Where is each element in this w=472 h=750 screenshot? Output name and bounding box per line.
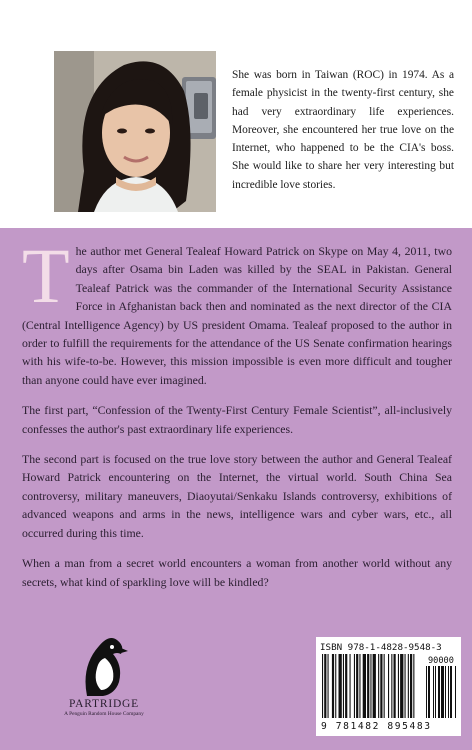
book-description	[22, 232, 452, 603]
price-barcode-bar	[428, 666, 430, 718]
barcode-bar	[410, 654, 412, 718]
barcode-bar	[373, 654, 376, 718]
barcode-bar	[335, 654, 336, 718]
price-code: 90000	[428, 656, 454, 666]
author-photo-illustration	[54, 51, 216, 212]
ean-number: 9 781482 895483	[321, 721, 432, 732]
barcode-bar	[378, 654, 379, 718]
description-paragraph-1	[22, 232, 452, 389]
barcode-bar	[388, 654, 389, 718]
publisher-name: PARTRIDGE	[69, 698, 139, 710]
barcode-bar	[359, 654, 360, 718]
price-barcode-bar	[441, 666, 444, 718]
barcode-bar	[400, 654, 403, 718]
barcode-bar	[328, 654, 329, 718]
barcode-bar	[322, 654, 323, 718]
barcode-bar	[354, 654, 355, 718]
barcode-bar	[332, 654, 334, 718]
isbn-barcode	[316, 637, 461, 736]
barcode-bar	[398, 654, 399, 718]
barcode-bar	[408, 654, 409, 718]
price-barcode-bar	[433, 666, 434, 718]
barcode-bar	[350, 654, 351, 718]
paragraph-1-text: he author met General Tealeaf Howard Patrick on Skype on May 4, 2011, two days after Osama bin Laden was killed by the SEAL in Pakistan. General Tealeaf Patrick was the commander of the International Security Assistance Force in Afghanistan back then and nominated as the next director of the CIA (Central Intelligence Agency) by US president Omama. Tealeaf proposed to the author in order to fulfill the requirements for the attendance of the US Senate confirmation hearings with his wife-to-be. However, this mission impossible is even more difficult and tougher than anyone could have ever imagined.	[22, 244, 452, 387]
price-barcode-bar	[450, 666, 452, 718]
barcode-bar	[356, 654, 358, 718]
barcode-bar	[339, 654, 342, 718]
author-photo	[54, 51, 216, 212]
barcode-bar	[384, 654, 385, 718]
description-section	[0, 228, 472, 750]
description-paragraph-2: The first part, “Confession of the Twenty-First Century Female Scientist”, all-inclusively confesses the author's past extraordinary life experiences.	[22, 403, 452, 436]
description-paragraph-3: The second part is focused on the true love story between the author and General Tealeaf Howard Patrick encountering on the Internet, the virtual world. South China Sea controversy, military maneuvers, Diaoyutai/Senkaku Islands controversy, exhibitions of advanced weapons and arms in the news, intelligence wars and cyber wars, etc., all occurred during this time.	[22, 452, 452, 540]
barcode-bar	[345, 654, 347, 718]
price-barcode-bar	[455, 666, 456, 718]
publisher-logo	[52, 632, 156, 717]
price-barcode-bar	[438, 666, 440, 718]
partridge-bird-logo-icon	[79, 632, 129, 698]
barcode-bar	[370, 654, 371, 718]
barcode-bar	[343, 654, 344, 718]
barcode-bar	[394, 654, 396, 718]
barcode-bar	[405, 654, 406, 718]
barcode-bars	[316, 654, 461, 724]
barcode-bar	[324, 654, 326, 718]
barcode-bar	[391, 654, 392, 718]
author-section	[0, 0, 472, 228]
barcode-bar	[380, 654, 382, 718]
barcode-bar	[363, 654, 366, 718]
price-barcode-bar	[426, 666, 427, 718]
price-barcode-bar	[445, 666, 446, 718]
description-paragraph-4: When a man from a secret world encounters a woman from another world without any secrets, what kind of sparkling love will be kindled?	[22, 556, 452, 589]
author-bio: She was born in Taiwan (ROC) in 1974. As a female physicist in the twenty-first century, she had very extraordinary life experiences. Moreover, she encountered her true love on the Internet, who happened to be the CIA's boss. She would like to share her very interesting but incredible love stories.	[232, 69, 454, 191]
isbn-number: ISBN 978-1-4828-9548-3	[320, 642, 442, 653]
barcode-bar	[413, 654, 414, 718]
barcode-bar	[367, 654, 369, 718]
price-barcode-bar	[448, 666, 449, 718]
publisher-tagline: A Penguin Random House Company	[64, 711, 144, 717]
drop-cap: T	[22, 232, 70, 319]
price-barcode-bar	[435, 666, 436, 718]
